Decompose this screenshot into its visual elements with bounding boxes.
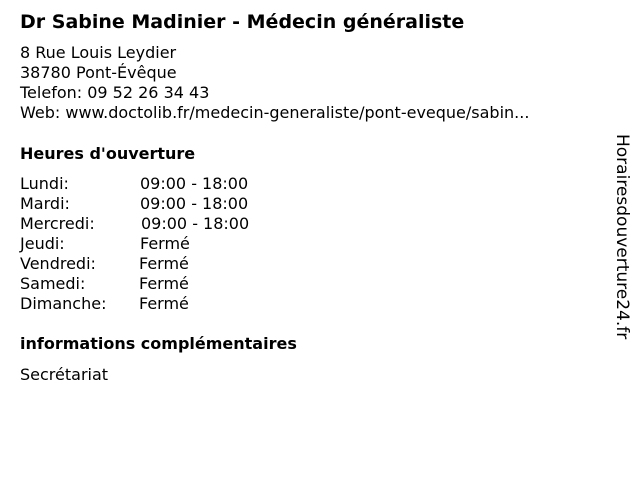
day-hours: Fermé xyxy=(139,294,189,313)
page-title: Dr Sabine Madinier - Médecin généraliste xyxy=(20,11,465,33)
hours-row-monday xyxy=(20,174,249,194)
day-label: Jeudi: xyxy=(20,234,65,253)
opening-hours-heading: Heures d'ouverture xyxy=(20,144,196,163)
phone-number: Telefon: 09 52 26 34 43 xyxy=(20,83,210,102)
additional-info-text: Secrétariat xyxy=(20,365,109,384)
street-address: 8 Rue Louis Leydier xyxy=(20,43,177,62)
day-hours: Fermé xyxy=(139,274,189,293)
address-block xyxy=(20,43,529,123)
site-brand-label: Horairesdouverture24.fr xyxy=(612,134,632,340)
opening-hours-table xyxy=(20,174,249,314)
hours-row-saturday xyxy=(20,274,249,294)
day-label: Lundi: xyxy=(20,174,69,193)
day-hours: 09:00 - 18:00 xyxy=(140,194,249,213)
day-hours: Fermé xyxy=(140,234,190,253)
day-hours: 09:00 - 18:00 xyxy=(141,214,250,233)
day-hours: Fermé xyxy=(139,254,189,273)
hours-row-sunday xyxy=(20,294,249,314)
hours-row-thursday xyxy=(20,234,249,254)
day-label: Vendredi: xyxy=(20,254,96,273)
website-link[interactable]: Web: www.doctolib.fr/medecin-generaliste/pont-eveque/sabin... xyxy=(20,103,530,122)
city-address: 38780 Pont-Évêque xyxy=(20,63,177,82)
hours-row-friday xyxy=(20,254,249,274)
hours-row-wednesday xyxy=(20,214,249,234)
additional-info-heading: informations complémentaires xyxy=(20,334,297,353)
day-label: Mardi: xyxy=(20,194,70,213)
day-label: Samedi: xyxy=(20,274,86,293)
day-label: Mercredi: xyxy=(20,214,95,233)
day-label: Dimanche: xyxy=(20,294,107,313)
hours-row-tuesday xyxy=(20,194,249,214)
day-hours: 09:00 - 18:00 xyxy=(140,174,249,193)
